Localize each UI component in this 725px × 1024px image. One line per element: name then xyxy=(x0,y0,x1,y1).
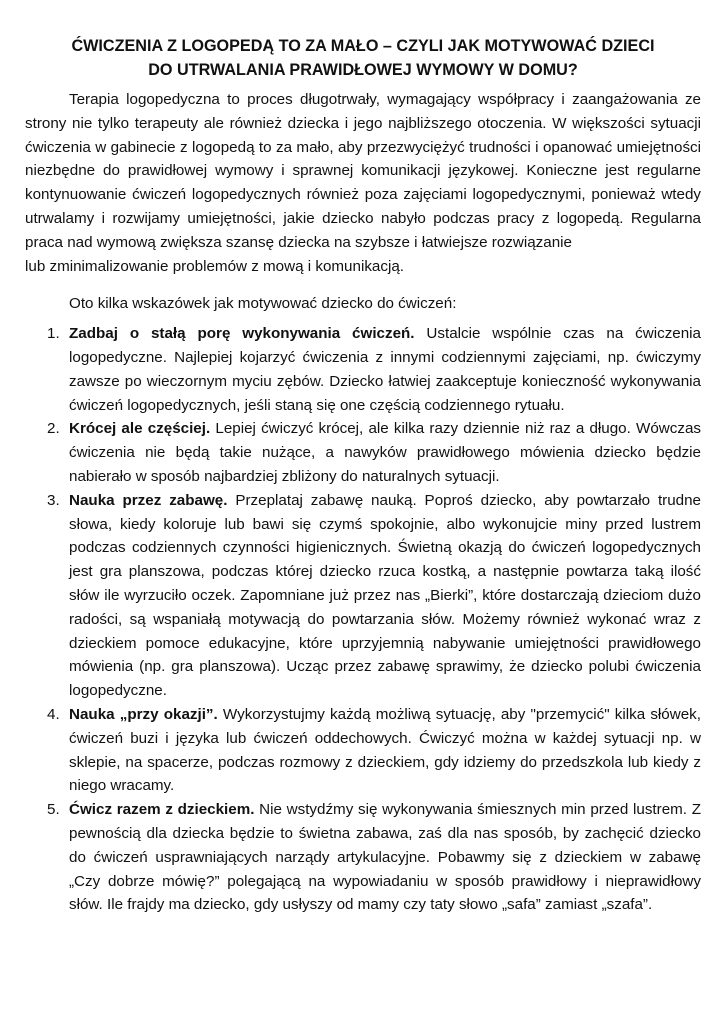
list-item-text: Przeplataj zabawę nauką. Poproś dziecko, aby powtarzało trudne słowa, kiedy koloruje lub bawi się czymś spokojnie, albo wykonujcie miny przed lustrem podczas codziennych czynności higienicznych. Świetną okazją do ćwiczeń logopedycznych jest gra planszowa, podczas której dziecko rzuca kostką, a następnie powtarza taką ilość słów ile wyrzuciło oczek. Zapomniane już przez nas „Bierki”, które dostarczają dzieciom dużo radości, są wspaniałą motywacją do powtarzania słów. Możemy również wykonać wraz z dzieckiem pomoce edukacyjne, które uprzyjemnią nabywanie umiejętności prawidłowego mówienia (np. gra planszowa). Ucząc przez zabawę sprawimy, że dziecko polubi ćwiczenia logopedyczne. xyxy=(69,491,702,700)
list-item xyxy=(25,322,701,417)
list-item-number: 2. xyxy=(47,420,60,438)
lead-in-text: Oto kilka wskazówek jak motywować dziecko do ćwiczeń: xyxy=(69,295,457,313)
list-item-number: 1. xyxy=(47,325,60,343)
list-item-heading: Nauka „przy okazji”. xyxy=(69,705,218,723)
intro-paragraph-end: lub zminimalizowanie problemów z mową i komunikacją. xyxy=(25,257,404,275)
tips-list xyxy=(25,322,701,917)
list-item xyxy=(25,489,701,703)
title-line-2: DO UTRWALANIA PRAWIDŁOWEJ WYMOWY W DOMU? xyxy=(148,61,578,79)
list-item-text: Wykorzystujmy każdą możliwą sytuację, aby "przemycić" kilka słówek, ćwiczeń buzi i języka lub ćwiczeń oddechowych. Ćwiczyć można w każdej sytuacji np. w sklepie, na spacerze, podczas rozmowy z dzieckiem, gdy idziemy do przedszkola lub kiedy z niego wracamy. xyxy=(69,705,701,795)
list-item-heading: Zadbaj o stałą porę wykonywania ćwiczeń. xyxy=(69,325,415,343)
list-item-heading: Nauka przez zabawę. xyxy=(69,491,228,509)
title-line-1: ĆWICZENIA Z LOGOPEDĄ TO ZA MAŁO – CZYLI JAK MOTYWOWAĆ DZIECI xyxy=(71,37,655,55)
page-title xyxy=(25,34,701,82)
intro-paragraph xyxy=(25,88,701,278)
list-item-heading: Krócej ale częściej. xyxy=(69,420,211,438)
list-item-text: Ustalcie wspólnie czas na ćwiczenia logopedyczne. Najlepiej kojarzyć ćwiczenia z innymi codziennymi zajęciami, np. ćwiczymy zawsze po wieczornym myciu zębów. Dziecko łatwiej zaakceptuje konieczność wykonywania ćwiczeń logopedycznych, jeśli staną się one częścią codziennego rytuału. xyxy=(69,325,701,414)
list-item-heading: Ćwicz razem z dzieckiem. xyxy=(69,801,255,819)
list-item-text: Nie wstydźmy się wykonywania śmiesznych min przed lustrem. Z pewnością dla dziecka będzie to świetna zabawa, zaś dla nas sposób, by zachęcić dziecko do ćwiczeń usprawniających narządy artykulacyjne. Pobawmy się z dzieckiem w zabawę „Czy dobrze mówię?” polegającą na wypowiadaniu w sposób prawidłowy i nieprawidłowy słów. Ile frajdy ma dziecko, gdy usłyszy od mamy czy taty słowo „safa” zamiast „szafa”. xyxy=(69,801,702,914)
list-item-number: 4. xyxy=(47,705,60,723)
list-item-number: 3. xyxy=(47,491,60,509)
list-item-number: 5. xyxy=(47,801,60,819)
intro-paragraph-text: Terapia logopedyczna to proces długotrwały, wymagający współpracy i zaangażowania ze strony nie tylko terapeuty ale również dziecka i jego najbliższego otoczenia. W większości sytuacji ćwiczenia w gabinecie z logopedą to za mało, aby przezwyciężyć trudności i opanować umiejętności niezbędne do prawidłowej wymowy i sprawnej komunikacji językowej. Konieczne jest regularne kontynuowanie ćwiczeń logopedycznych również poza zajęciami logopedycznymi, ponieważ wtedy utrwalamy i rozwijamy umiejętności, jakie dziecko nabyło podczas pracy z logopedą. Regularna praca nad wymową zwiększa szansę dziecka na szybsze i łatwiejsze rozwiązanie xyxy=(25,91,701,251)
list-item xyxy=(25,703,701,798)
lead-in xyxy=(25,292,701,316)
list-item-text: Lepiej ćwiczyć krócej, ale kilka razy dziennie niż raz a długo. Wówczas ćwiczenia nie będą takie nużące, a nawyków prawidłowego mówienia dziecko będzie nabierało w sposób najbardziej zbliżony do naturalnych sytuacji. xyxy=(69,420,701,485)
list-item xyxy=(25,417,701,488)
list-item xyxy=(25,798,701,917)
